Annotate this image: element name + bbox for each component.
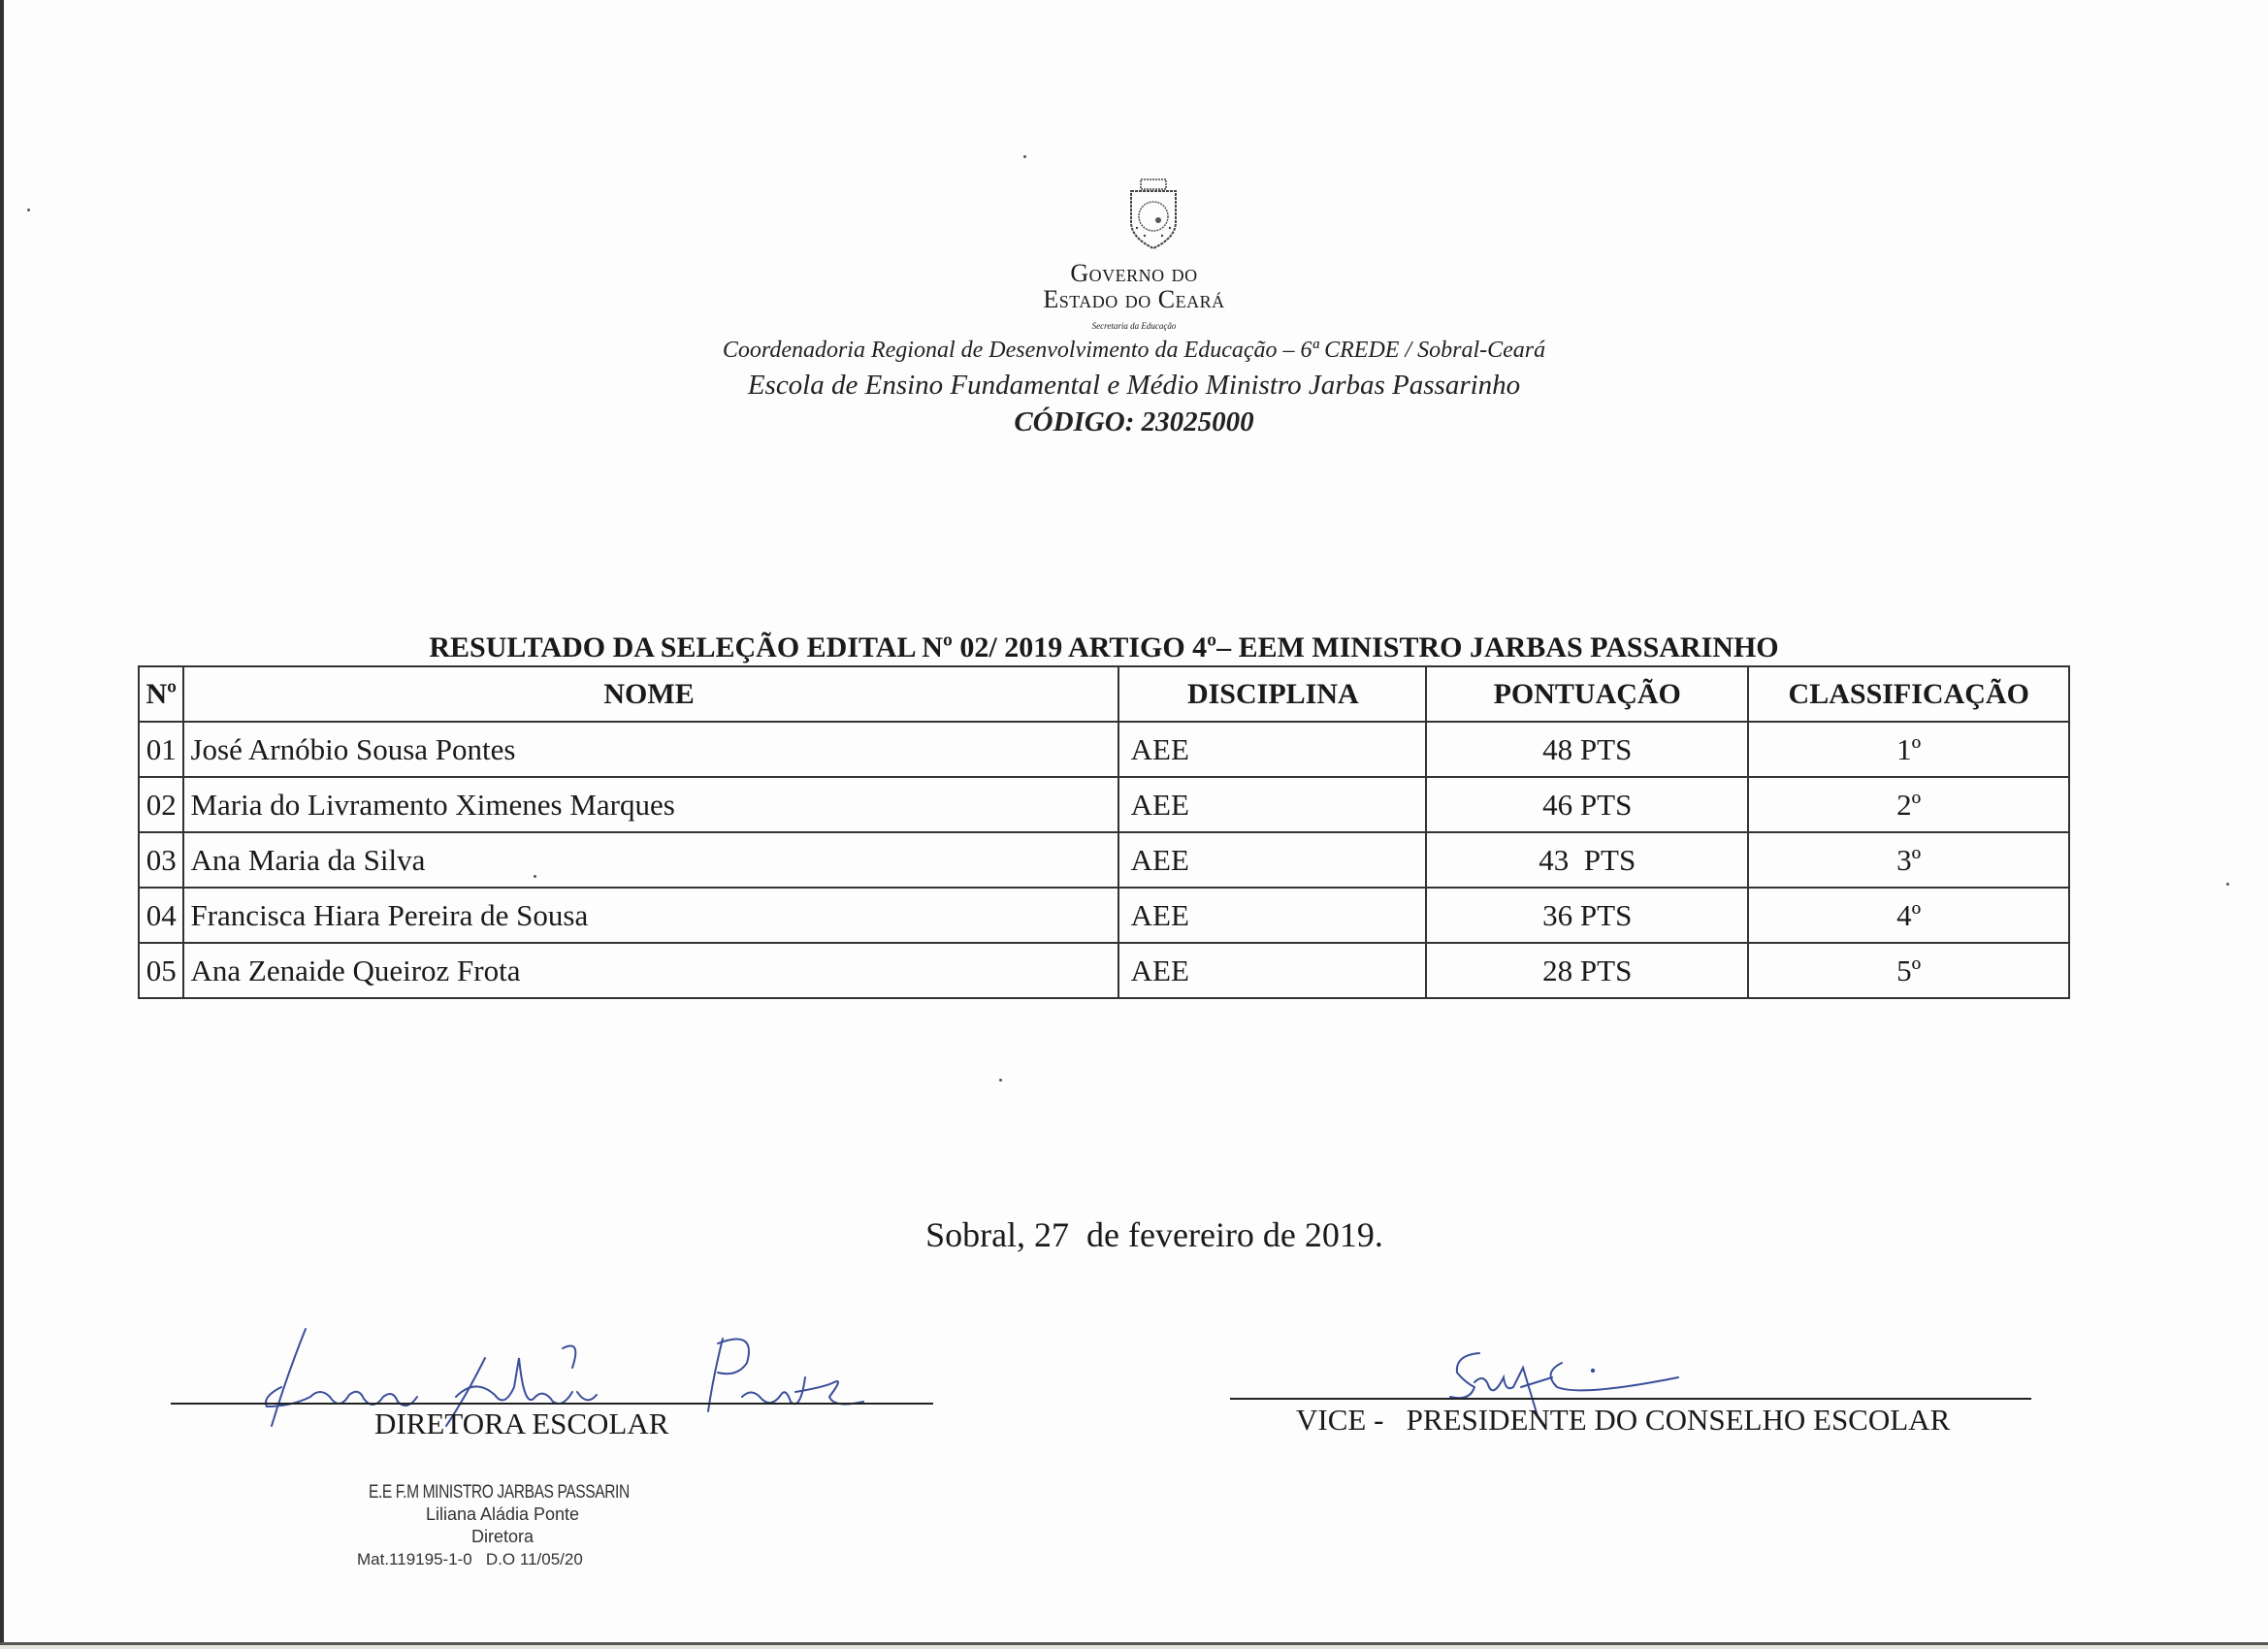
signature-line-director — [171, 1403, 933, 1405]
scan-speck — [534, 875, 536, 878]
date-line: Sobral, 27 de fevereiro de 2019. — [925, 1215, 1383, 1254]
cell-nome: Francisca Hiara Pereira de Sousa — [183, 888, 1118, 943]
school-code: CÓDIGO: 23025000 — [1014, 406, 1254, 437]
col-header-disciplina: DISCIPLINA — [1118, 666, 1426, 722]
scan-strip — [0, 1645, 2268, 1649]
coordenadoria-line: Coordenadoria Regional de Desenvolvimento da Educação – 6ª CREDE / Sobral-Ceará — [722, 338, 1546, 363]
cell-classificacao: 1º — [1748, 722, 2069, 777]
cell-nome: Ana Zenaide Queiroz Frota — [183, 943, 1118, 998]
cell-disciplina: AEE — [1118, 943, 1426, 998]
cell-num: 02 — [139, 777, 183, 832]
cell-classificacao: 5º — [1748, 943, 2069, 998]
stamp-role: Diretora — [470, 1527, 535, 1546]
table-row — [139, 888, 2069, 943]
scan-speck — [999, 1079, 1002, 1082]
stamp-school: E.E F.M MINISTRO JARBAS PASSARIN — [369, 1482, 630, 1503]
cell-disciplina: AEE — [1118, 832, 1426, 888]
stamp-name: Liliana Aládia Ponte — [425, 1504, 580, 1524]
ceara-coat-of-arms-icon — [1123, 178, 1183, 250]
secretaria-label: Secretaria da Educação — [1091, 321, 1177, 331]
director-stamp — [357, 1481, 648, 1570]
cell-disciplina: AEE — [1118, 888, 1426, 943]
signature-line-vice-president — [1230, 1398, 2031, 1400]
gov-title-line1: Governo do — [1070, 259, 1198, 287]
cell-pontuacao: 46 PTS — [1426, 777, 1749, 832]
col-header-num: Nº — [139, 666, 183, 722]
table-row — [139, 722, 2069, 777]
col-header-pontuacao: PONTUAÇÃO — [1426, 666, 1749, 722]
result-table — [138, 665, 2070, 999]
scan-speck — [1023, 155, 1026, 158]
table-row — [139, 777, 2069, 832]
cell-classificacao: 3º — [1748, 832, 2069, 888]
cell-num: 03 — [139, 832, 183, 888]
school-name: Escola de Ensino Fundamental e Médio Ministro Jarbas Passarinho — [747, 370, 1521, 401]
col-header-classificacao: CLASSIFICAÇÃO — [1748, 666, 2069, 722]
cell-disciplina: AEE — [1118, 777, 1426, 832]
vice-president-label: VICE - PRESIDENTE DO CONSELHO ESCOLAR — [1296, 1403, 1951, 1437]
cell-pontuacao: 36 PTS — [1426, 888, 1749, 943]
cell-pontuacao: 43 PTS — [1426, 832, 1749, 888]
director-label: DIRETORA ESCOLAR — [374, 1406, 669, 1440]
cell-nome: José Arnóbio Sousa Pontes — [183, 722, 1118, 777]
cell-num: 04 — [139, 888, 183, 943]
cell-nome: Maria do Livramento Ximenes Marques — [183, 777, 1118, 832]
gov-title-line2: Estado do Ceará — [1043, 285, 1225, 313]
cell-pontuacao: 28 PTS — [1426, 943, 1749, 998]
scan-speck — [27, 209, 30, 211]
cell-nome: Ana Maria da Silva — [183, 832, 1118, 888]
cell-num: 01 — [139, 722, 183, 777]
cell-classificacao: 2º — [1748, 777, 2069, 832]
cell-pontuacao: 48 PTS — [1426, 722, 1749, 777]
table-row — [139, 943, 2069, 998]
cell-disciplina: AEE — [1118, 722, 1426, 777]
table-header-row — [139, 666, 2069, 722]
table-row — [139, 832, 2069, 888]
cell-classificacao: 4º — [1748, 888, 2069, 943]
result-title: RESULTADO DA SELEÇÃO EDITAL Nº 02/ 2019 ARTIGO 4º– EEM MINISTRO JARBAS PASSARINHO — [429, 631, 1779, 663]
page-edge-left — [0, 0, 4, 1643]
stamp-registration: Mat.119195-1-0 D.O 11/05/20 — [357, 1550, 583, 1568]
scan-speck — [2226, 883, 2229, 886]
cell-num: 05 — [139, 943, 183, 998]
col-header-nome: NOME — [183, 666, 1118, 722]
